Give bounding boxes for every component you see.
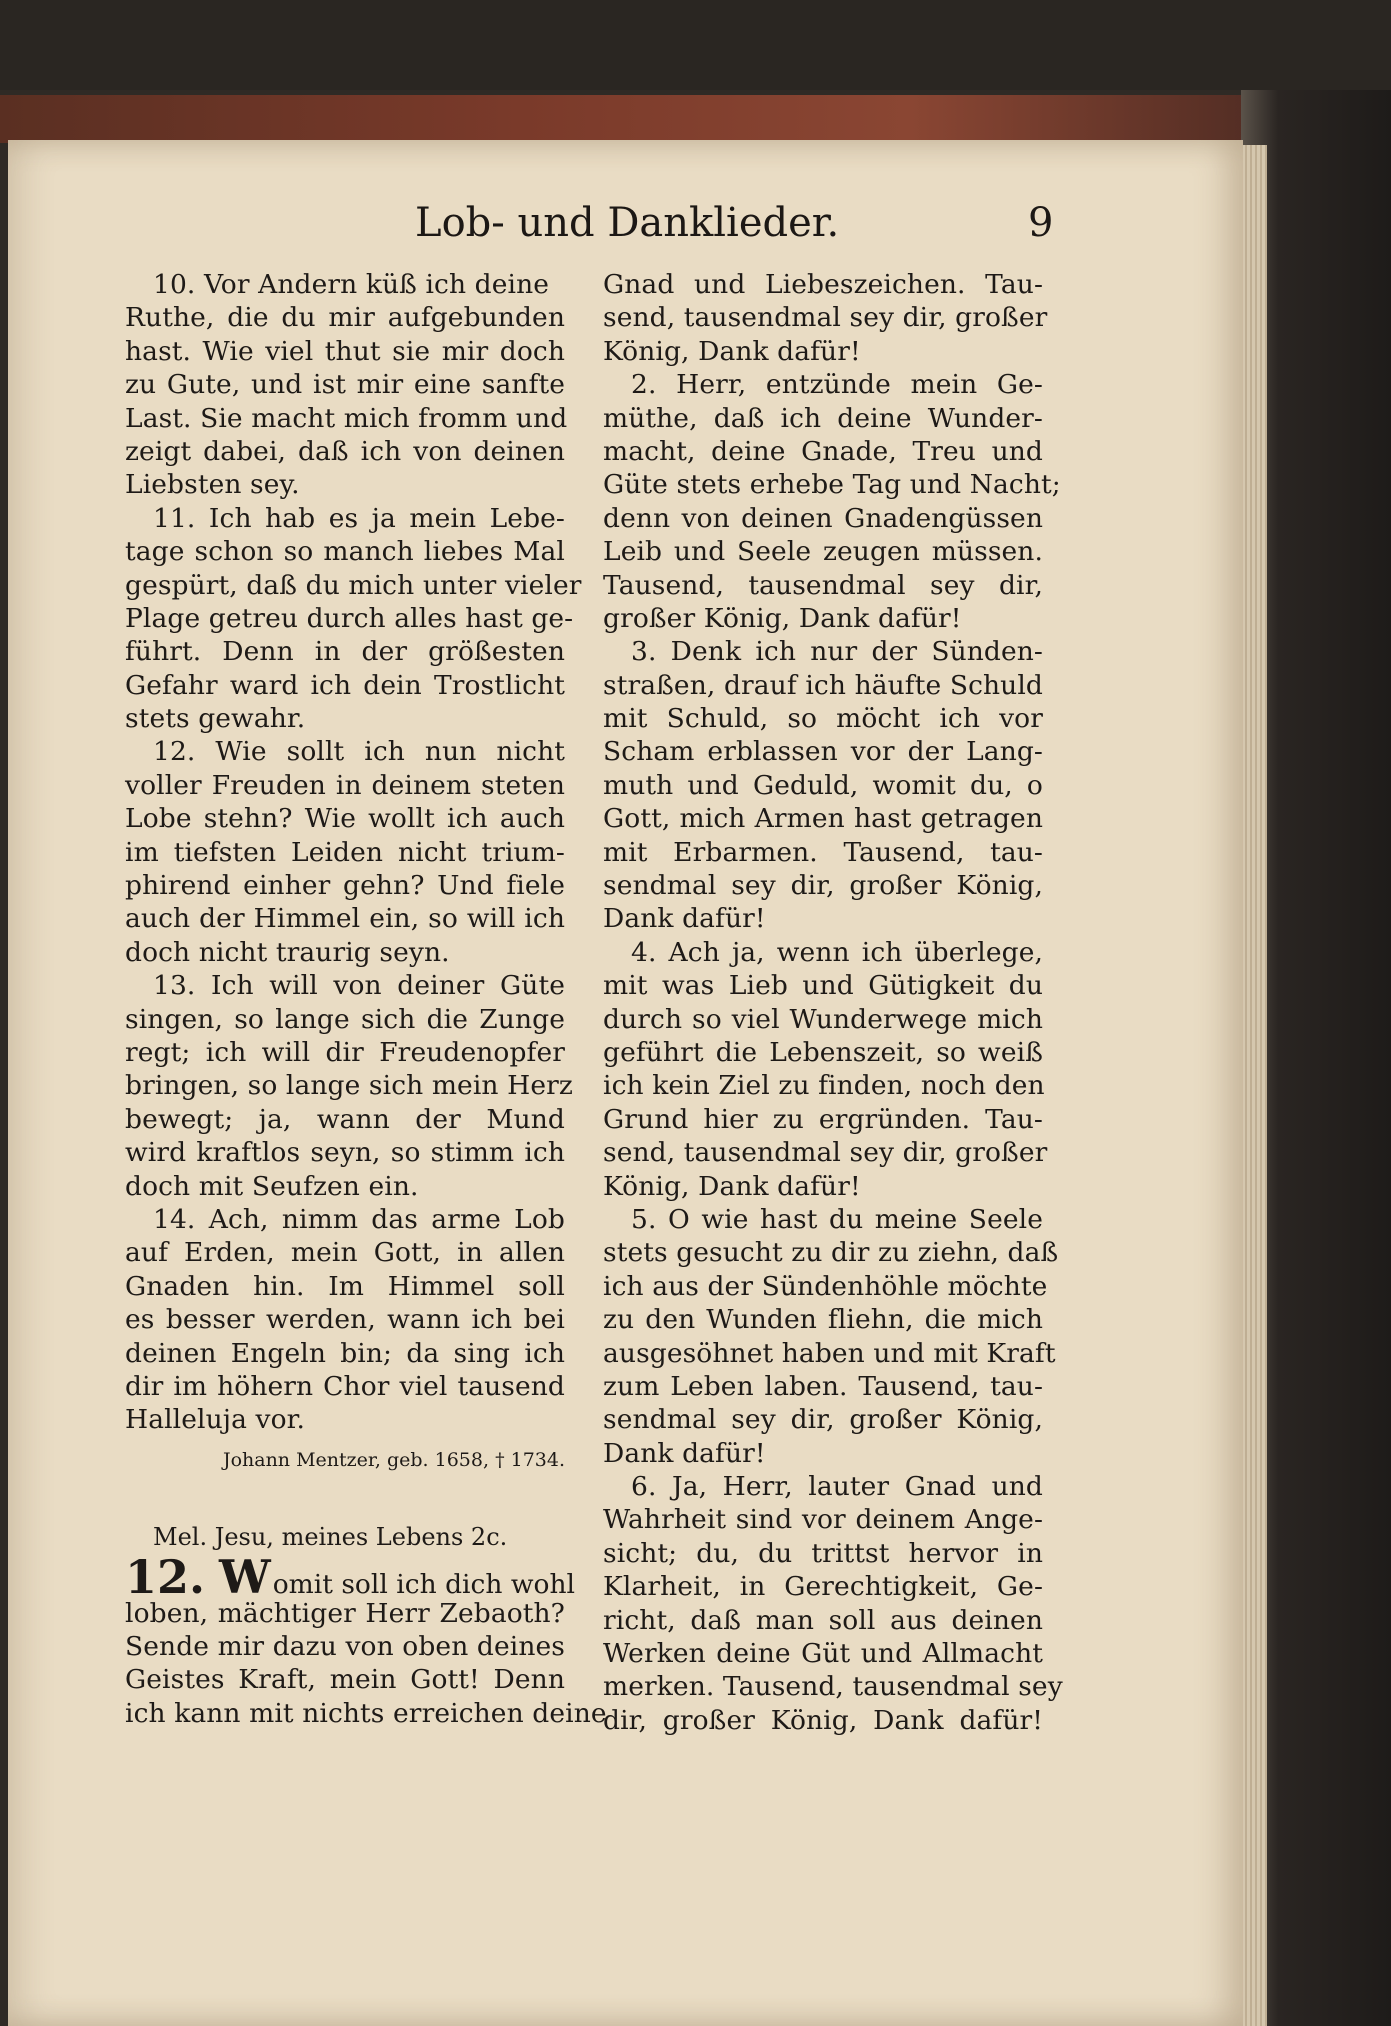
text-line: 13. Ich will von deiner Güte [153, 970, 565, 1002]
hymn-first-line [125, 1549, 576, 1604]
text-line: zu Gute, und ist mir eine sanfte [125, 369, 565, 401]
page-number: 9 [1028, 200, 1054, 246]
text-line: Sende mir dazu von oben deines [125, 1631, 565, 1663]
text-line: 6. Ja, Herr, lauter Gnad und [631, 1471, 1043, 1503]
running-head: Lob- und Danklieder. [415, 200, 840, 246]
text-line: Güte stets erhebe Tag und Nacht; [603, 469, 1061, 501]
text-line: Ruthe, die du mir aufgebunden [125, 302, 565, 334]
text-line: mit was Lieb und Gütigkeit du [603, 970, 1043, 1002]
author-attribution: Johann Mentzer, geb. 1658, † 1734. [222, 1448, 565, 1471]
text-line: es besser werden, wann ich bei [125, 1304, 565, 1336]
text-line: Liebsten sey. [125, 469, 300, 501]
hymn-number: 12. [125, 1549, 206, 1604]
text-line: sendmal sey dir, großer König, [603, 1404, 1043, 1436]
right-column [603, 268, 1063, 1737]
text-line: send, tausendmal sey dir, großer [603, 1137, 1048, 1169]
melody-note: Mel. Jesu, meines Lebens 2c. [153, 1522, 508, 1551]
text-line: singen, so lange sich die Zunge [125, 1003, 565, 1035]
text-line: Last. Sie macht mich fromm und [125, 402, 568, 434]
text-line: dir, großer König, Dank dafür! [603, 1704, 1043, 1736]
text-line: mit Schuld, so möcht ich vor [603, 703, 1043, 735]
text-line: führt. Denn in der größesten [125, 636, 565, 668]
text-line: 2. Herr, entzünde mein Ge- [631, 369, 1043, 401]
text-line: müthe, daß ich deine Wunder- [603, 402, 1043, 434]
text-line: Lobe stehn? Wie wollt ich auch [125, 803, 565, 835]
text-line: stets gesucht zu dir zu ziehn, daß [603, 1237, 1059, 1269]
text-line: Gnad und Liebeszeichen. Tau- [603, 269, 1043, 300]
text-line: auf Erden, mein Gott, in allen [125, 1237, 565, 1269]
text-line: macht, deine Gnade, Treu und [603, 435, 1043, 467]
text-line: straßen, drauf ich häufte Schuld [603, 669, 1043, 701]
text-line: omit soll ich dich wohl [272, 1568, 576, 1600]
text-line: zu den Wunden fliehn, die mich [603, 1304, 1043, 1336]
text-line: wird kraftlos seyn, so stimm ich [125, 1137, 565, 1169]
text-line: phirend einher gehn? Und fiele [125, 870, 565, 902]
text-line: Dank dafür! [603, 903, 766, 935]
text-line: tage schon so manch liebes Mal [125, 536, 565, 568]
text-line: ausgesöhnet haben und mit Kraft [603, 1337, 1056, 1369]
text-line: mit Erbarmen. Tausend, tau- [603, 836, 1043, 868]
text-line: Klarheit, in Gerechtigkeit, Ge- [603, 1571, 1043, 1603]
text-line: Plage getreu durch alles hast ge- [125, 602, 574, 634]
red-page-edge [0, 95, 1300, 143]
text-line: Halleluja vor. [125, 1404, 306, 1436]
text-line: im tiefsten Leiden nicht trium- [125, 836, 565, 868]
text-line: Gefahr ward ich dein Trostlicht [125, 669, 565, 701]
text-line: sicht; du, du trittst hervor in [603, 1537, 1043, 1569]
text-line: Tausend, tausendmal sey dir, [603, 569, 1043, 601]
drop-initial: W [219, 1549, 271, 1604]
text-line: geführt die Lebenszeit, so weiß [603, 1036, 1043, 1068]
text-line: Dank dafür! [603, 1437, 766, 1469]
text-line: richt, daß man soll aus deinen [603, 1604, 1043, 1636]
text-line: König, Dank dafür! [603, 335, 861, 367]
text-line: König, Dank dafür! [603, 1170, 861, 1202]
text-line: stets gewahr. [125, 703, 306, 735]
text-line: voller Freuden in deinem steten [125, 769, 565, 801]
left-column [125, 268, 607, 1730]
text-line: ich kann mit nichts erreichen deine [125, 1697, 607, 1729]
text-line: denn von deinen Gnadengüssen [603, 502, 1043, 534]
text-line: 14. Ach, nimm das arme Lob [153, 1203, 565, 1235]
text-line: regt; ich will dir Freudenopfer [125, 1036, 565, 1068]
text-line: durch so viel Wunderwege mich [603, 1003, 1043, 1035]
text-line: Werken deine Güt und Allmacht [603, 1638, 1043, 1670]
text-line: send, tausendmal sey dir, großer [603, 302, 1048, 334]
text-line: zum Leben laben. Tausend, tau- [603, 1370, 1043, 1402]
text-line: Gott, mich Armen hast getragen [603, 803, 1043, 835]
text-line: doch nicht traurig seyn. [125, 936, 450, 968]
text-line: bringen, so lange sich mein Herz [125, 1070, 573, 1102]
text-line: Grund hier zu ergründen. Tau- [603, 1103, 1043, 1135]
text-line: ich aus der Sündenhöhle möchte [603, 1270, 1048, 1302]
text-line: sendmal sey dir, großer König, [603, 870, 1043, 902]
section-gap [125, 1477, 565, 1517]
text-line: Scham erblassen vor der Lang- [603, 736, 1043, 768]
text-line: 4. Ach ja, wenn ich überlege, [631, 936, 1043, 968]
text-line: muth und Geduld, womit du, o [603, 769, 1043, 801]
text-line: doch mit Seufzen ein. [125, 1170, 419, 1202]
text-line: Geistes Kraft, mein Gott! Denn [125, 1664, 565, 1696]
text-line: dir im höhern Chor viel tausend [125, 1370, 565, 1402]
text-line: ich kein Ziel zu finden, noch den [603, 1070, 1045, 1102]
text-line: 12. Wie sollt ich nun nicht [153, 736, 565, 768]
text-line: deinen Engeln bin; da sing ich [125, 1337, 565, 1369]
text-line: gespürt, daß du mich unter vieler [125, 569, 582, 601]
text-line: merken. Tausend, tausendmal sey [603, 1671, 1063, 1703]
text-line: Gnaden hin. Im Himmel soll [125, 1270, 565, 1302]
text-line: 3. Denk ich nur der Sünden- [631, 636, 1043, 668]
text-line: großer König, Dank dafür! [603, 602, 962, 634]
text-line: bewegt; ja, wann der Mund [125, 1103, 565, 1135]
text-line: 10. Vor Andern küß ich deine [153, 269, 550, 300]
text-line: hast. Wie viel thut sie mir doch [125, 335, 565, 367]
text-line: auch der Himmel ein, so will ich [125, 903, 565, 935]
text-line: 5. O wie hast du meine Seele [631, 1203, 1043, 1235]
text-line: zeigt dabei, daß ich von deinen [125, 435, 565, 467]
text-line: Leib und Seele zeugen müssen. [603, 536, 1043, 568]
text-line: 11. Ich hab es ja mein Lebe- [153, 502, 565, 534]
text-line: loben, mächtiger Herr Zebaoth? [125, 1597, 565, 1629]
text-line: Wahrheit sind vor deinem Ange- [603, 1504, 1043, 1536]
